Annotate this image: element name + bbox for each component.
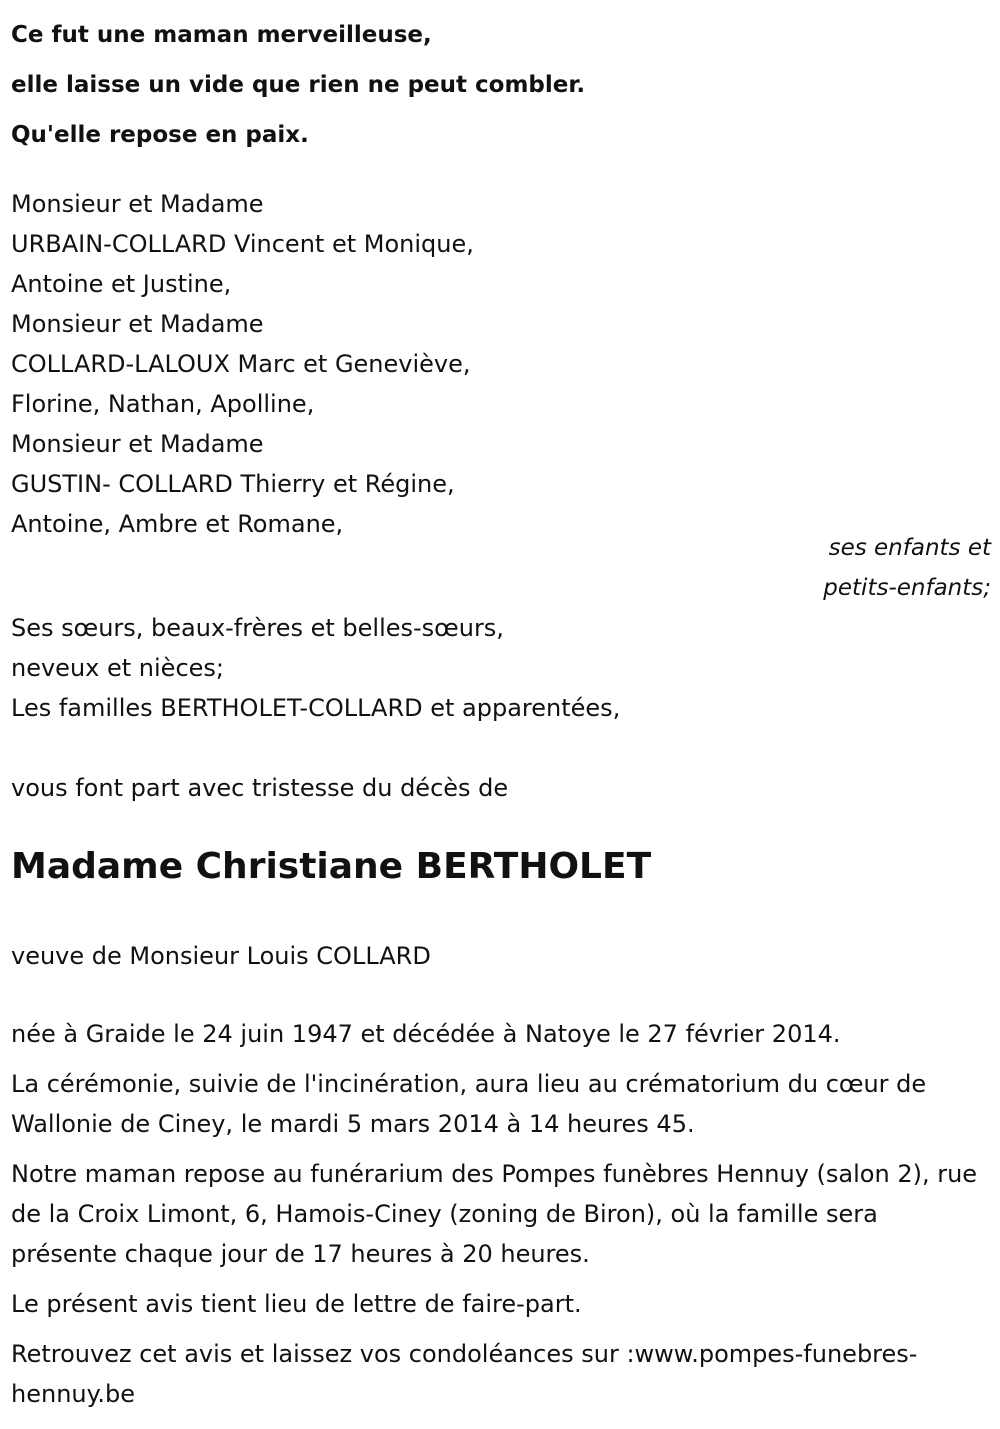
relatives-line: Les familles BERTHOLET-COLLARD et apparentées, [11, 694, 621, 722]
family-line: Florine, Nathan, Apolline, [11, 390, 315, 418]
deceased-name: Madame Christiane BERTHOLET [11, 846, 652, 887]
funerarium-paragraph: Notre maman repose au funérarium des Pompes funèbres Hennuy (salon 2), rue de la Croix Limont, 6, Hamois-Ciney (zoning de Biron), où la famille sera présente chaque jour de 17 heures à 20 heures. [11, 1160, 978, 1268]
relation-note [823, 528, 991, 608]
family-line: GUSTIN- COLLARD Thierry et Régine, [11, 470, 455, 498]
notice-paragraph: Le présent avis tient lieu de lettre de faire-part. [11, 1290, 582, 1318]
family-line: Antoine et Justine, [11, 270, 232, 298]
opening-verse [11, 10, 585, 160]
family-line: Monsieur et Madame [11, 430, 264, 458]
family-list [11, 184, 474, 544]
announcement-line: vous font part avec tristesse du décès de [11, 774, 509, 802]
family-line: Monsieur et Madame [11, 310, 264, 338]
widow-of-line: veuve de Monsieur Louis COLLARD [11, 942, 431, 970]
relatives-line: neveux et nièces; [11, 654, 224, 682]
family-line: COLLARD-LALOUX Marc et Geneviève, [11, 350, 471, 378]
family-line: Antoine, Ambre et Romane, [11, 510, 344, 538]
condolences-paragraph: Retrouvez cet avis et laissez vos condoléances sur :www.pompes-funebres-hennuy.be [11, 1340, 918, 1408]
relation-line: petits-enfants; [823, 575, 991, 601]
other-relatives [11, 608, 620, 728]
details-section [11, 1014, 991, 1424]
family-line: Monsieur et Madame [11, 190, 264, 218]
ceremony-paragraph: La cérémonie, suivie de l'incinération, aura lieu au crématorium du cœur de Wallonie de Ciney, le mardi 5 mars 2014 à 14 heures 45. [11, 1070, 927, 1138]
birth-death-paragraph: née à Graide le 24 juin 1947 et décédée à Natoye le 27 février 2014. [11, 1020, 841, 1048]
verse-line: Qu'elle repose en paix. [11, 122, 309, 148]
relation-line: ses enfants et [828, 535, 991, 561]
verse-line: elle laisse un vide que rien ne peut combler. [11, 72, 586, 98]
relatives-line: Ses sœurs, beaux-frères et belles-sœurs, [11, 614, 504, 642]
verse-line: Ce fut une maman merveilleuse, [11, 22, 432, 48]
family-line: URBAIN-COLLARD Vincent et Monique, [11, 230, 474, 258]
